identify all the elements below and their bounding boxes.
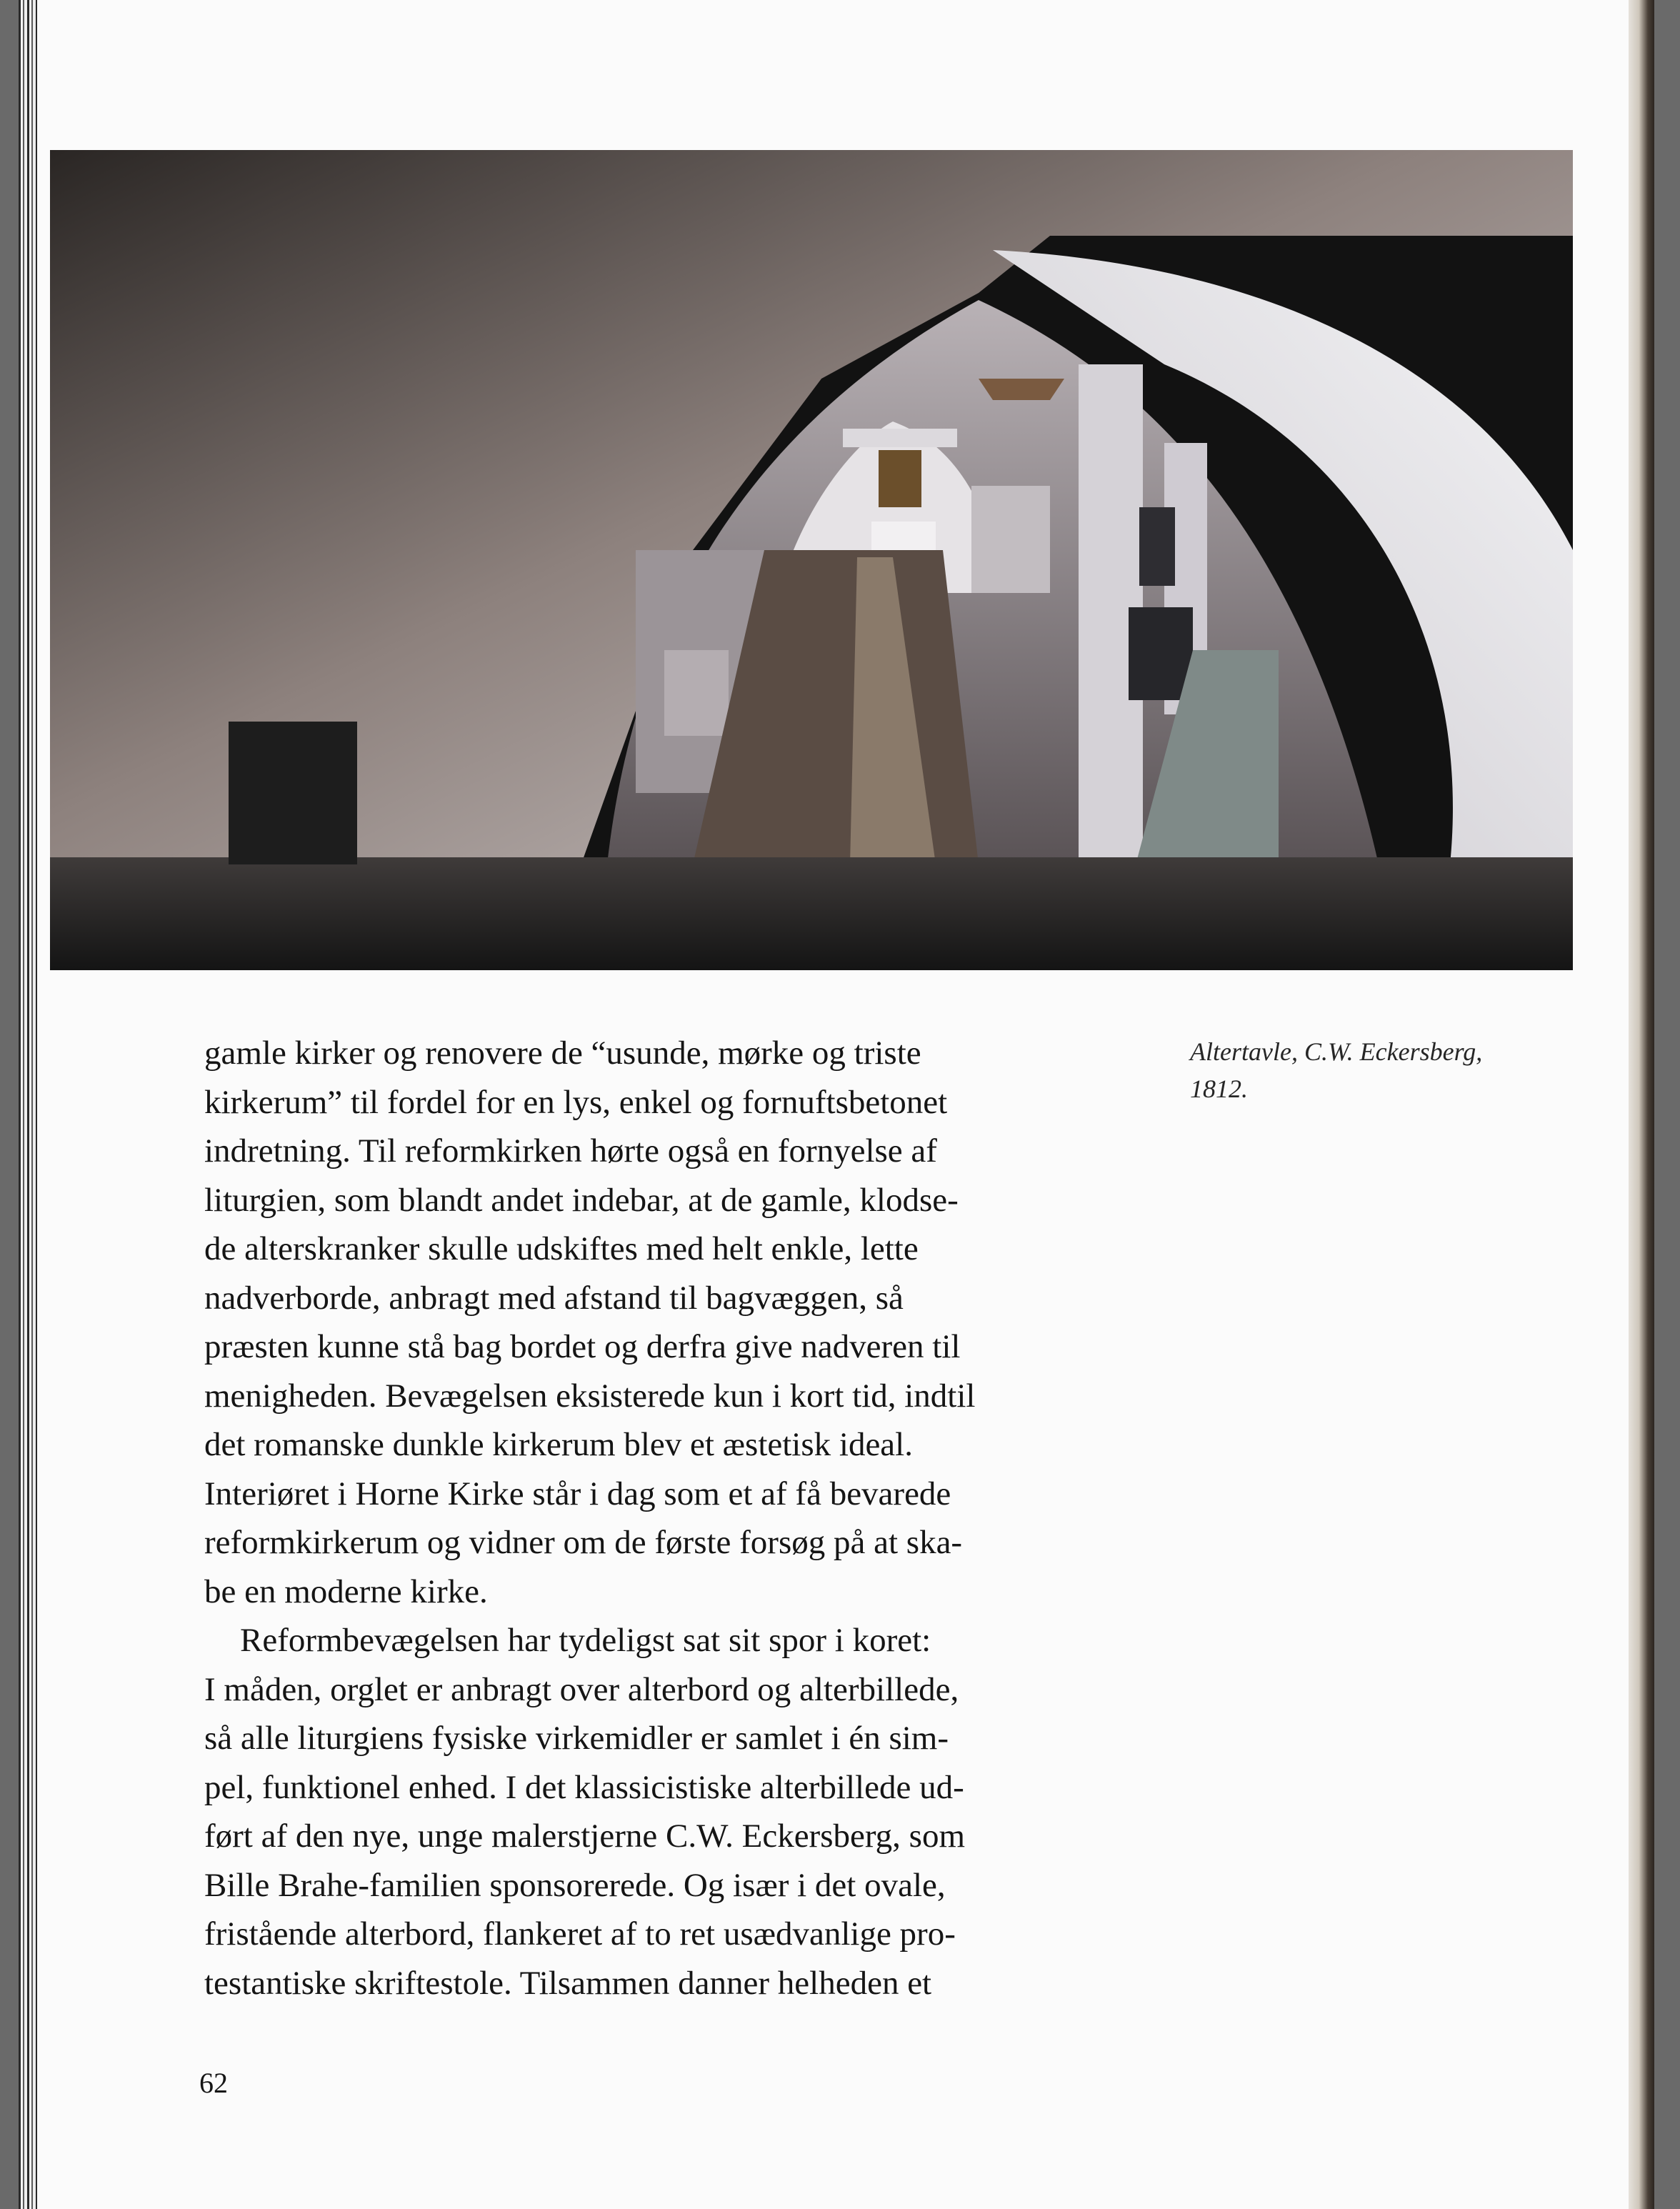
body-line: Reformbevægelsen har tydeligst sat sit spor i koret: [240, 1622, 931, 1659]
body-line: liturgien, som blandt andet indebar, at de gamle, klodse- [204, 1181, 959, 1219]
body-line: I måden, orglet er anbragt over alterbord og alterbillede, [204, 1670, 959, 1708]
book-edge-right [1629, 0, 1654, 2209]
page-number: 62 [199, 2067, 228, 2099]
church-interior-photo-icon [50, 150, 1573, 970]
body-line: de alterskranker skulle udskiftes med helt enkle, lette [204, 1230, 919, 1267]
book-edge-left [19, 0, 37, 2209]
body-line: fristående alterbord, flankeret af to ret usædvanlige pro- [204, 1915, 956, 1953]
body-line: indretning. Til reformkirken hørte også en fornyelse af [204, 1132, 937, 1170]
figure-caption [1190, 1033, 1561, 1107]
caption-line: Altertavle, C.W. Eckersberg, [1190, 1037, 1483, 1066]
body-line: Interiøret i Horne Kirke står i dag som et af få bevarede [204, 1475, 951, 1512]
body-line: be en moderne kirke. [204, 1572, 488, 1610]
body-line: ført af den nye, unge malerstjerne C.W. Eckersberg, som [204, 1817, 966, 1855]
body-line: pel, funktionel enhed. I det klassicistiske alterbillede ud- [204, 1768, 964, 1806]
body-line: reformkirkerum og vidner om de første forsøg på at ska- [204, 1524, 963, 1561]
body-text [204, 1029, 1204, 2008]
book-page [19, 0, 1654, 2209]
caption-line: 1812. [1190, 1074, 1248, 1103]
body-line: præsten kunne stå bag bordet og derfra give nadveren til [204, 1328, 961, 1365]
body-line: gamle kirker og renovere de “usunde, mørke og triste [204, 1034, 921, 1072]
body-line: det romanske dunkle kirkerum blev et æstetisk ideal. [204, 1426, 913, 1463]
body-line: så alle liturgiens fysiske virkemidler er samlet i én sim- [204, 1720, 949, 1757]
body-line: kirkerum” til fordel for en lys, enkel og fornuftsbetonet [204, 1083, 948, 1121]
body-line: menigheden. Bevægelsen eksisterede kun i kort tid, indtil [204, 1377, 976, 1415]
body-line: nadverborde, anbragt med afstand til bagvæggen, så [204, 1279, 904, 1317]
church-interior-photo [50, 150, 1573, 970]
body-line: testantiske skriftestole. Tilsammen danner helheden et [204, 1964, 932, 2002]
body-line: Bille Brahe-familien sponsorerede. Og især i det ovale, [204, 1866, 946, 1904]
